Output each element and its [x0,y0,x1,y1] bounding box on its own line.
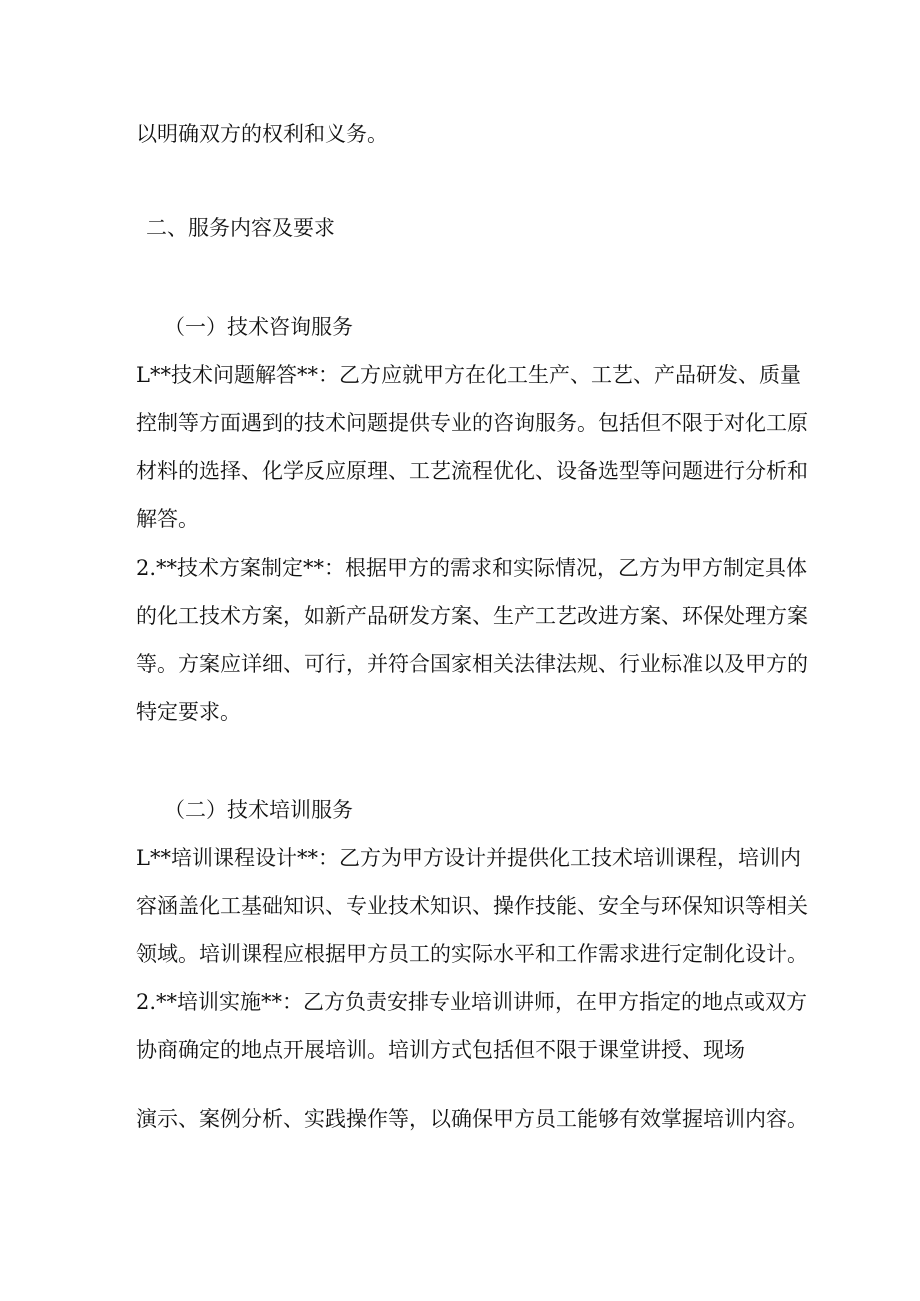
paragraph-line: 2.**技术方案制定**：根据甲方的需求和实际情况，乙方为甲方制定具体 [136,556,808,580]
paragraph-line: 2.**培训实施**：乙方负责安排专业培训讲师，在甲方指定的地点或双方 [136,990,808,1014]
paragraph-line: L**培训课程设计**：乙方为甲方设计并提供化工技术培训课程，培训内 [136,846,801,870]
paragraph-line: 容涵盖化工基础知识、专业技术知识、操作技能、安全与环保知识等相关 [136,894,808,918]
paragraph-line: L**技术问题解答**：乙方应就甲方在化工生产、工艺、产品研发、质量 [136,363,801,387]
paragraph-line: 材料的选择、化学反应原理、工艺流程优化、设备选型等问题进行分析和 [136,459,808,483]
section-heading: 二、服务内容及要求 [146,216,335,240]
paragraph-line: 控制等方面遇到的技术问题提供专业的咨询服务。包括但不限于对化工原 [136,411,808,435]
paragraph-line: 解答。 [136,507,199,531]
paragraph-line: 特定要求。 [136,700,241,724]
intro-line: 以明确双方的权利和义务。 [136,122,388,146]
paragraph-line: 的化工技术方案，如新产品研发方案、生产工艺改进方案、环保处理方案 [136,604,808,628]
subsection-title-consulting: （一）技术咨询服务 [164,315,353,339]
paragraph-line: 协商确定的地点开展培训。培训方式包括但不限于课堂讲授、现场 [136,1038,745,1062]
paragraph-line: 等。方案应详细、可行，并符合国家相关法律法规、行业标准以及甲方的 [136,652,808,676]
paragraph-line: 演示、案例分析、实践操作等，以确保甲方员工能够有效掌握培训内容。 [136,1107,808,1131]
paragraph-line: 领域。培训课程应根据甲方员工的实际水平和工作需求进行定制化设计。 [136,942,808,966]
subsection-title-training: （二）技术培训服务 [164,798,353,822]
